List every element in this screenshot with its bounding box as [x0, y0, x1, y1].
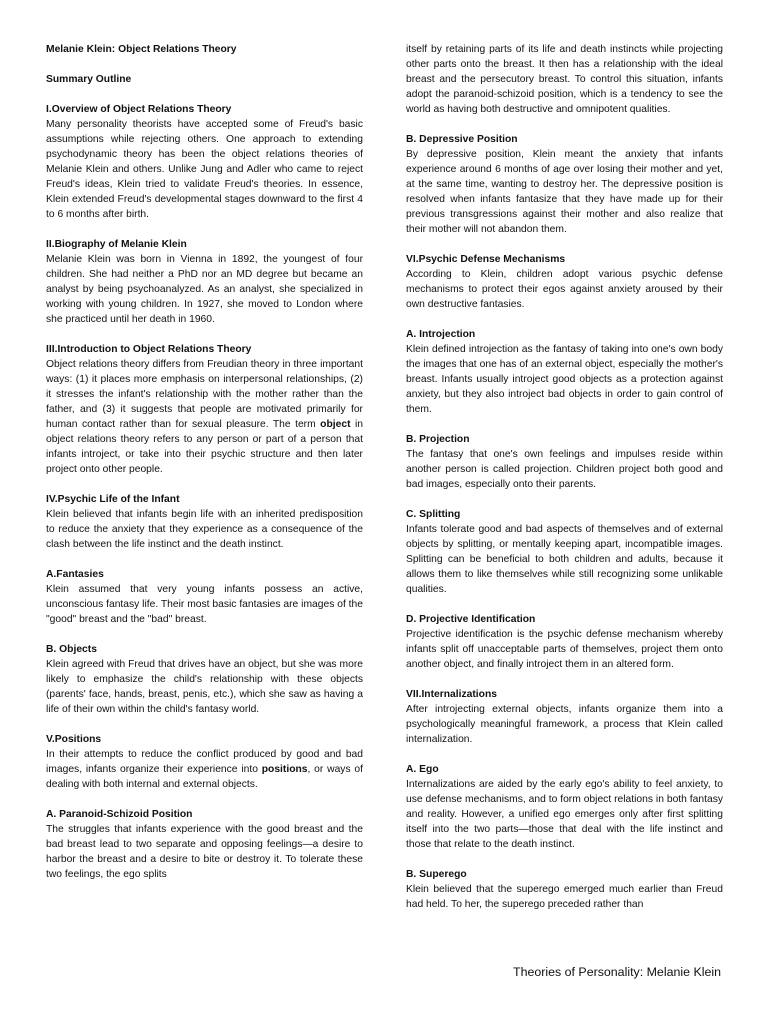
subsection-text-introjection: Klein defined introjection as the fantasy of taking into one's own body the images that one has of an external object, especially the mother's breast. Infants usually introject good objects as a protection against anxiety, but they also introject bad objects in order to gain control of them.: [406, 344, 723, 415]
section-text-introduction: [46, 357, 363, 477]
document-title: Melanie Klein: Object Relations Theory: [46, 44, 237, 55]
subsection-heading-splitting: C. Splitting: [406, 509, 461, 520]
bold-term-positions: positions: [261, 764, 308, 775]
subsection-heading-introjection: A. Introjection: [406, 329, 476, 340]
subsection-text-depressive: By depressive position, Klein meant the anxiety that infants experience around 6 months of age over losing their mother and yet, at the same time, wanting to destroy her. The depressive position is resolved when infants fantasize that they have made up for their previous transgressions against their mother and also realize that their mother will not abandon them.: [406, 149, 723, 235]
subsection-text-paranoid-schizoid: The struggles that infants experience with the good breast and the bad breast lead to two separate and opposing feelings—a desire to harbor the breast and a desire to bite or destroy it. To tolerate these two feelings, the ego splits: [46, 824, 363, 880]
section-text-positions: [46, 747, 363, 792]
subsection-text-paranoid-schizoid-continued: itself by retaining parts of its life and death instincts while projecting other parts onto the breast. It then has a relationship with the ideal breast and the persecutory breast. To control this situation, infants adopt the paranoid-schizoid position, which is a tendency to see the world as having both destructive and omnipotent qualities.: [406, 44, 723, 115]
section-text-overview: Many personality theorists have accepted some of Freud's basic assumptions while rejecting others. One approach to extending psychodynamic theory has been the object relations theories of Melanie Klein and others. Unlike Jung and Adler who came to reject Freud's ideas, Klein tried to validate Freud's theories. In essence, Klein extended Freud's developmental stages downward to the first 4 to 6 months after birth.: [46, 119, 363, 220]
subsection-text-projection: The fantasy that one's own feelings and impulses reside within another person is called projection. Children project both good and bad images, especially onto their parents.: [406, 449, 723, 490]
subsection-heading-fantasies: A.Fantasies: [46, 569, 104, 580]
right-column: [406, 42, 723, 912]
section-heading-defense-mechanisms: VI.Psychic Defense Mechanisms: [406, 254, 566, 265]
subsection-text-projective-identification: Projective identification is the psychic defense mechanism whereby infants split off unacceptable parts of themselves, project them onto another object, and finally introject them in an altered form.: [406, 629, 723, 670]
subsection-heading-superego: B. Superego: [406, 869, 467, 880]
section-heading-introduction: III.Introduction to Object Relations Theory: [46, 344, 252, 355]
section-text-internalizations: After introjecting external objects, infants organize them into a psychologically meaningful framework, a process that Klein called internalization.: [406, 704, 723, 745]
text-run: Object relations theory differs from Freudian theory in three important ways: (1) it places more emphasis on interpersonal relationships, (2) it stresses the infant's relationship with the mother rather than the father, and (3) it suggests that people are motivated primarily for human contact rather than for sexual pleasure. The term: [46, 359, 363, 430]
section-heading-biography: II.Biography of Melanie Klein: [46, 239, 187, 250]
subsection-heading-depressive: B. Depressive Position: [406, 134, 518, 145]
subsection-heading-ego: A. Ego: [406, 764, 439, 775]
text-run: , or ways of dealing with both internal and external objects.: [46, 764, 364, 790]
section-heading-overview: I.Overview of Object Relations Theory: [46, 104, 232, 115]
bold-term-object: object: [320, 419, 351, 430]
subsection-text-splitting: Infants tolerate good and bad aspects of themselves and of external objects by splitting, or mentally keeping apart, incompatible images. Splitting can be beneficial to both children and adults, because it allows them to like themselves while still recognizing some unlikable qualities.: [406, 524, 723, 595]
subsection-text-ego: Internalizations are aided by the early ego's ability to feel anxiety, to use defense mechanisms, and to form object relations in both fantasy and reality. However, a unified ego emerges only after first splitting itself into the two parts—those that deal with the life instinct and those that relate to the death instinct.: [406, 779, 723, 850]
subsection-text-objects: Klein agreed with Freud that drives have an object, but she was more likely to emphasize the child's relationship with these objects (parents' face, hands, breast, penis, etc.), which she saw as having a life of their own within the child's fantasy world.: [46, 659, 363, 715]
section-text-defense-mechanisms: According to Klein, children adopt various psychic defense mechanisms to protect their egos against anxiety aroused by their own destructive fantasies.: [406, 269, 723, 310]
left-column: [46, 42, 363, 882]
subsection-heading-projective-identification: D. Projective Identification: [406, 614, 536, 625]
section-heading-positions: V.Positions: [46, 734, 102, 745]
section-text-psychic-life: Klein believed that infants begin life with an inherited predisposition to reduce the anxiety that they experience as a consequence of the clash between the life instinct and the death instinct.: [46, 509, 363, 550]
section-heading-internalizations: VII.Internalizations: [406, 689, 497, 700]
subsection-heading-projection: B. Projection: [406, 434, 470, 445]
subsection-heading-objects: B. Objects: [46, 644, 97, 655]
document-subtitle: Summary Outline: [46, 74, 132, 85]
section-heading-psychic-life: IV.Psychic Life of the Infant: [46, 494, 180, 505]
text-run: In their attempts to reduce the conflict produced by good and bad images, infants organize their experience into: [46, 749, 363, 775]
subsection-text-fantasies: Klein assumed that very young infants possess an active, unconscious fantasy life. Their most basic fantasies are images of the "good" breast and the "bad" breast.: [46, 584, 363, 625]
subsection-heading-paranoid-schizoid: A. Paranoid-Schizoid Position: [46, 809, 193, 820]
section-text-biography: Melanie Klein was born in Vienna in 1892, the youngest of four children. She had neither a PhD nor an MD degree but became an analyst by being psychoanalyzed. As an analyst, she specialized in working with young children. In 1927, she moved to London where she practiced until her death in 1960.: [46, 254, 363, 325]
subsection-text-superego: Klein believed that the superego emerged much earlier than Freud had held. To her, the superego preceded rather than: [406, 884, 723, 910]
text-run: in object relations theory refers to any person or part of a person that infants introject, or take into their psychic structure and then later project onto other people.: [46, 419, 363, 475]
page-footer: Theories of Personality: Melanie Klein: [513, 965, 721, 979]
